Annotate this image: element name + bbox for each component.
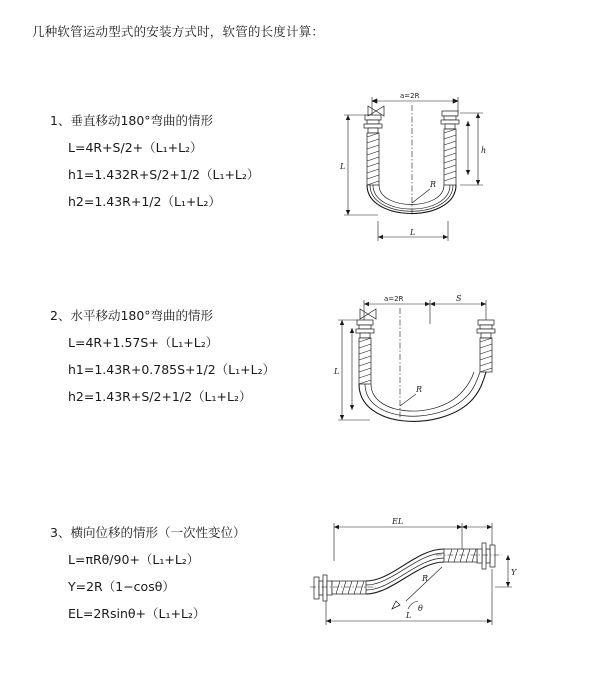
svg-text:a=2R: a=2R — [384, 295, 404, 303]
section-2-text — [50, 306, 310, 405]
svg-text:L: L — [340, 162, 346, 171]
section-2-title: 2、水平移动180°弯曲的情形 — [50, 308, 214, 323]
svg-text:R: R — [416, 385, 423, 394]
vertical-180-bend-diagram — [318, 65, 518, 265]
horizontal-180-bend-diagram — [318, 280, 518, 460]
section-1-formula-2: h1=1.432R+S/2+1/2（L₁+L₂） — [68, 167, 260, 182]
svg-text:L: L — [410, 228, 416, 237]
svg-text:θ: θ — [418, 604, 423, 613]
lateral-offset-diagram — [296, 505, 526, 645]
svg-text:L: L — [406, 611, 412, 620]
section-2-formula-2: h1=1.43R+0.785S+1/2（L₁+L₂） — [68, 362, 276, 377]
svg-text:h: h — [481, 146, 487, 155]
svg-text:S: S — [456, 294, 462, 303]
svg-text:EL: EL — [392, 517, 404, 526]
section-1-formula-1: L=4R+S/2+（L₁+L₂） — [68, 140, 203, 155]
svg-text:R: R — [430, 180, 437, 189]
svg-text:L: L — [334, 367, 340, 376]
svg-text:Y: Y — [511, 568, 517, 577]
section-2-formula-3: h2=1.43R+S/2+1/2（L₁+L₂） — [68, 389, 252, 404]
section-3-formula-2: Y=2R（1−cosθ） — [68, 579, 175, 594]
section-1-text — [50, 111, 310, 210]
section-1-formula-3: h2=1.43R+1/2（L₁+L₂） — [68, 194, 221, 209]
section-1-title: 1、垂直移动180°弯曲的情形 — [50, 113, 214, 128]
section-3-formula-3: EL=2Rsinθ+（L₁+L₂） — [68, 606, 206, 621]
section-2-formula-1: L=4R+1.57S+（L₁+L₂） — [68, 335, 219, 350]
svg-text:R: R — [422, 574, 429, 583]
section-3-title: 3、横向位移的情形（一次性变位） — [50, 525, 246, 540]
section-3-text — [50, 523, 310, 622]
page-title: 几种软管运动型式的安装方式时，软管的长度计算： — [32, 24, 325, 39]
section-3-formula-1: L=πRθ/90+（L₁+L₂） — [68, 552, 200, 567]
svg-text:a=2R: a=2R — [400, 92, 420, 100]
